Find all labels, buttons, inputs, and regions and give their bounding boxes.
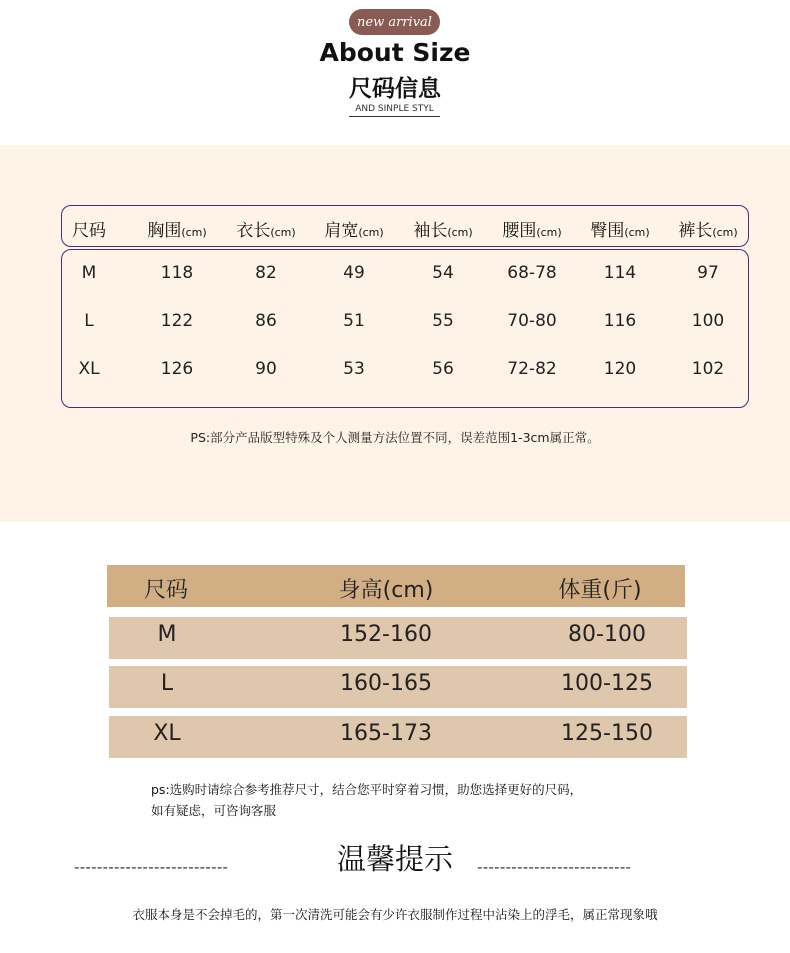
new-arrival-badge: new arrival (349, 9, 440, 35)
size-row-label: XL (78, 359, 100, 379)
fit-header-cell: 身高(cm) (338, 578, 434, 603)
size-table-cell: 120 (603, 359, 637, 379)
size-header-unit: (cm) (536, 226, 562, 239)
tips-divider-right: --------------------------- (477, 858, 632, 876)
size-table-cell: 122 (160, 311, 194, 331)
fit-table-cell: 125-150 (561, 721, 653, 746)
fit-table-cell: 165-173 (340, 721, 432, 746)
size-table-cell: 97 (697, 263, 719, 283)
size-table-cell: 126 (160, 359, 194, 379)
size-table-cell: 68-78 (507, 263, 557, 283)
size-table-cell: 70-80 (507, 311, 557, 331)
size-header-cell (590, 216, 649, 241)
size-table-cell: 53 (343, 359, 365, 379)
size-table-cell: 114 (603, 263, 637, 283)
fit-table-cell: 160-165 (340, 671, 432, 696)
size-table-cell: 118 (160, 263, 194, 283)
page-subtitle: AND SINPLE STYL (349, 104, 440, 117)
size-header-cell (413, 216, 472, 241)
tips-divider-left: --------------------------- (74, 858, 229, 876)
size-header-label: 裤长 (678, 221, 713, 241)
size-table-cell: 82 (255, 263, 277, 283)
size-table-cell: 72-82 (507, 359, 557, 379)
size-header-label: 臀围 (590, 221, 625, 241)
tips-title: 温馨提示 (336, 842, 453, 876)
size-table-cell: 56 (432, 359, 454, 379)
size-header-unit: (cm) (270, 226, 296, 239)
fit-table-cell: 152-160 (340, 622, 432, 647)
size-header-label: 腰围 (502, 221, 537, 241)
size-table-cell: 102 (691, 359, 725, 379)
size-header-cell (502, 216, 561, 241)
size-header-cell (236, 216, 295, 241)
size-header-cell (324, 216, 383, 241)
size-header-cell (72, 216, 106, 241)
fit-note-line-1: ps:选购时请综合参考推荐尺寸，结合您平时穿着习惯，助您选择更好的尺码， (151, 782, 583, 797)
size-table-cell: 51 (343, 311, 365, 331)
size-header-cell (147, 216, 206, 241)
fit-table-note (151, 779, 582, 821)
size-header-label: 尺码 (72, 221, 106, 241)
size-row-label: M (81, 263, 97, 283)
page-title-zh: 尺码信息 (349, 76, 441, 102)
size-header-label: 肩宽 (324, 221, 359, 241)
size-header-label: 衣长 (236, 221, 271, 241)
fit-table-cell: 80-100 (568, 622, 646, 647)
size-table-cell: 90 (255, 359, 277, 379)
tips-text: 衣服本身是不会掉毛的，第一次清洗可能会有少许衣服制作过程中沾染上的浮毛，属正常现象哦 (132, 907, 658, 922)
size-table-cell: 54 (432, 263, 454, 283)
fit-row-label: L (160, 671, 174, 696)
size-header-unit: (cm) (712, 226, 738, 239)
size-header-unit: (cm) (358, 226, 384, 239)
size-header-cell (678, 216, 737, 241)
fit-row-label: XL (153, 721, 181, 746)
size-table-cell: 49 (343, 263, 365, 283)
size-table-cell: 116 (603, 311, 637, 331)
fit-table-cell: 100-125 (561, 671, 653, 696)
size-table-note: PS:部分产品版型特殊及个人测量方法位置不同，误差范围1-3cm属正常。 (190, 430, 600, 445)
size-table-cell: 100 (691, 311, 725, 331)
fit-row-label: M (157, 622, 177, 647)
size-table-cell: 86 (255, 311, 277, 331)
fit-header-cell: 体重(斤) (558, 578, 642, 603)
size-table-cell: 55 (432, 311, 454, 331)
size-header-label: 袖长 (413, 221, 448, 241)
fit-note-line-2: 如有疑虑，可咨询客服 (151, 803, 277, 818)
size-header-unit: (cm) (181, 226, 207, 239)
size-header-unit: (cm) (624, 226, 650, 239)
size-header-unit: (cm) (447, 226, 473, 239)
page-title-en: About Size (319, 38, 471, 67)
size-header-label: 胸围 (147, 221, 182, 241)
size-row-label: L (84, 311, 94, 331)
fit-header-cell: 尺码 (143, 578, 189, 603)
